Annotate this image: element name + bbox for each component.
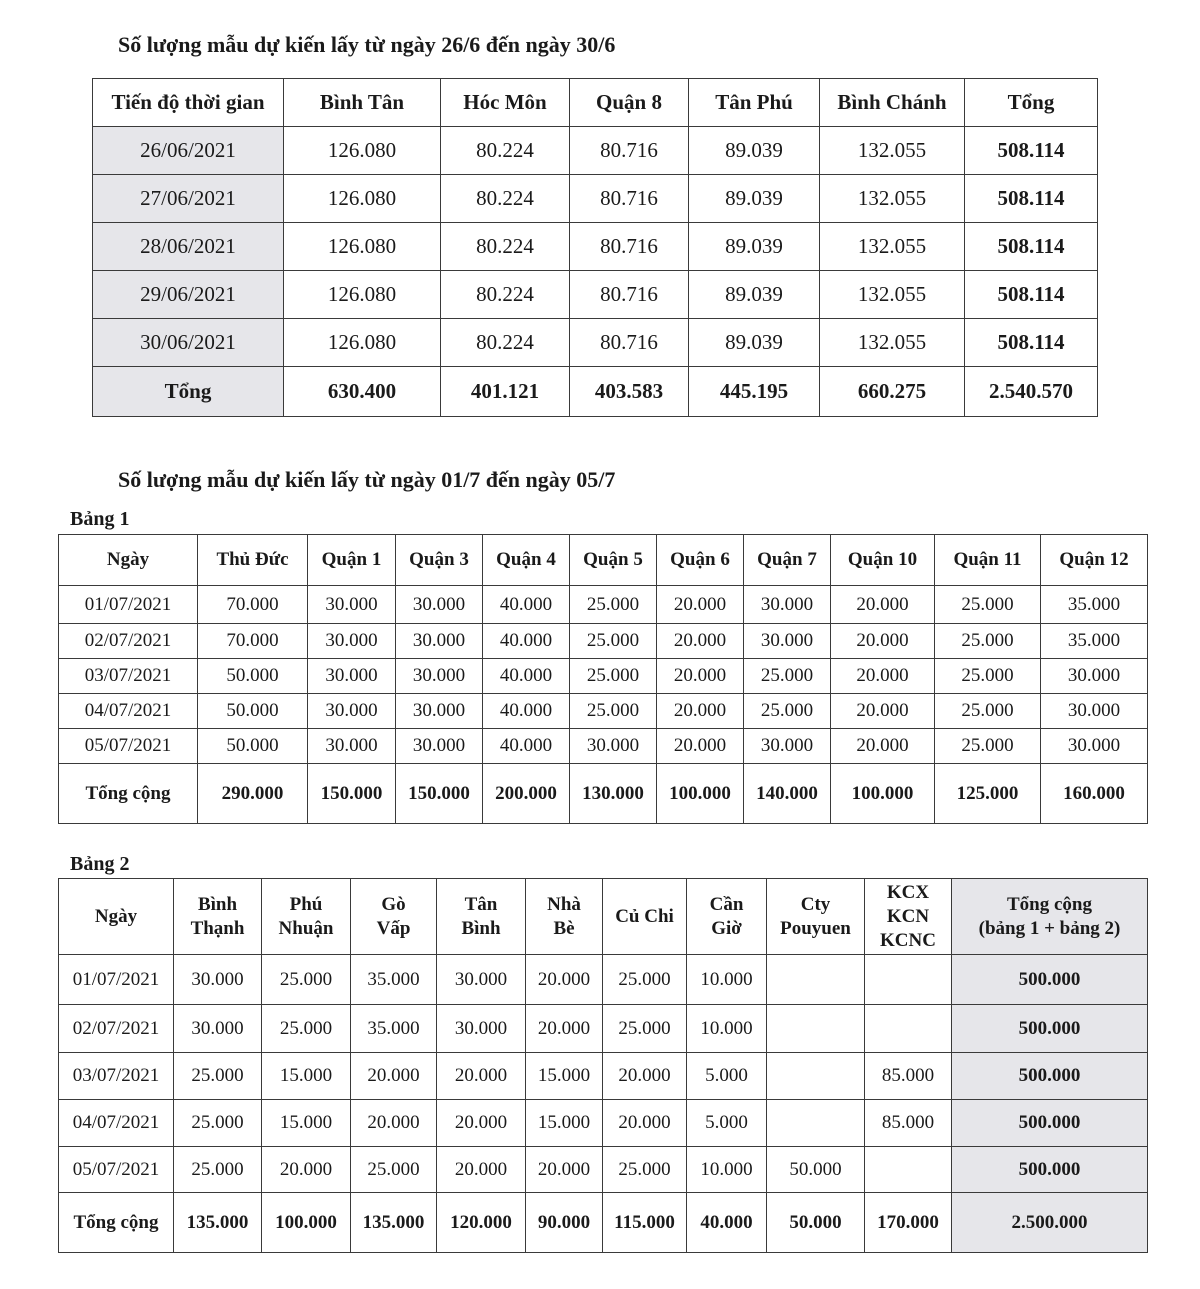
value-cell: 508.114 (965, 127, 1098, 175)
value-cell: 5.000 (687, 1053, 767, 1100)
column-header-line: Vấp (376, 917, 411, 939)
value-cell (865, 1147, 952, 1193)
date-cell: 02/07/2021 (59, 624, 198, 659)
value-cell: 20.000 (831, 729, 935, 764)
column-header (437, 879, 526, 955)
date-cell: 30/06/2021 (93, 319, 284, 367)
table-row (59, 1100, 1148, 1147)
header-row (59, 879, 1148, 955)
table-row (59, 955, 1148, 1005)
value-cell: 126.080 (284, 319, 441, 367)
table1-label: Bảng 1 (70, 508, 130, 530)
value-cell: 89.039 (689, 175, 820, 223)
value-cell: 20.000 (657, 659, 744, 694)
column-header-line: Pouyuen (780, 917, 851, 939)
column-header: Thủ Đức (198, 535, 308, 586)
value-cell: 20.000 (262, 1147, 351, 1193)
value-cell: 30.000 (308, 624, 396, 659)
column-header-line: Củ Chi (615, 905, 674, 927)
date-cell: 04/07/2021 (59, 694, 198, 729)
value-cell: 80.224 (441, 223, 570, 271)
value-cell: 500.000 (952, 1005, 1148, 1053)
value-cell: 40.000 (483, 729, 570, 764)
column-header: Quận 12 (1041, 535, 1148, 586)
column-header (952, 879, 1148, 955)
value-cell: 70.000 (198, 586, 308, 624)
value-cell: 508.114 (965, 223, 1098, 271)
column-header: Quận 5 (570, 535, 657, 586)
value-cell: 30.000 (308, 694, 396, 729)
value-cell (767, 1005, 865, 1053)
total-value: 135.000 (351, 1193, 437, 1253)
value-cell: 20.000 (603, 1100, 687, 1147)
date-cell: 02/07/2021 (59, 1005, 174, 1053)
section2-title: Số lượng mẫu dự kiến lấy từ ngày 01/7 đến ngày 05/7 (118, 467, 616, 492)
value-cell: 50.000 (198, 659, 308, 694)
date-cell: 29/06/2021 (93, 271, 284, 319)
total-row (59, 764, 1148, 824)
value-cell: 30.000 (570, 729, 657, 764)
value-cell: 25.000 (262, 1005, 351, 1053)
value-cell: 20.000 (657, 624, 744, 659)
table-row (93, 319, 1098, 367)
total-value: 115.000 (603, 1193, 687, 1253)
value-cell (767, 1100, 865, 1147)
value-cell: 20.000 (657, 729, 744, 764)
value-cell: 132.055 (820, 319, 965, 367)
value-cell: 35.000 (351, 955, 437, 1005)
column-header-line: Nhà (547, 893, 581, 915)
total-value: 150.000 (308, 764, 396, 824)
value-cell: 85.000 (865, 1100, 952, 1147)
value-cell: 500.000 (952, 1147, 1148, 1193)
value-cell: 25.000 (935, 624, 1041, 659)
value-cell: 15.000 (526, 1100, 603, 1147)
column-header (59, 879, 174, 955)
date-cell: 05/07/2021 (59, 1147, 174, 1193)
table-1-districts (58, 534, 1148, 824)
value-cell: 30.000 (396, 659, 483, 694)
value-cell: 508.114 (965, 271, 1098, 319)
value-cell: 30.000 (744, 624, 831, 659)
value-cell (865, 955, 952, 1005)
value-cell: 20.000 (526, 1005, 603, 1053)
total-row (59, 1193, 1148, 1253)
value-cell: 40.000 (483, 694, 570, 729)
value-cell: 89.039 (689, 223, 820, 271)
table-row (59, 624, 1148, 659)
date-cell: 01/07/2021 (59, 955, 174, 1005)
total-value: 150.000 (396, 764, 483, 824)
value-cell: 126.080 (284, 175, 441, 223)
value-cell (767, 955, 865, 1005)
column-header-line: Cần (709, 893, 744, 915)
total-value: 660.275 (820, 367, 965, 417)
total-value: 50.000 (767, 1193, 865, 1253)
column-header (603, 879, 687, 955)
value-cell: 30.000 (174, 955, 262, 1005)
value-cell: 89.039 (689, 319, 820, 367)
total-value: 140.000 (744, 764, 831, 824)
column-header-line: Cty (800, 893, 831, 915)
value-cell: 25.000 (570, 694, 657, 729)
column-header: Quận 4 (483, 535, 570, 586)
total-value: 290.000 (198, 764, 308, 824)
column-header-line: Gò (381, 893, 406, 915)
value-cell: 80.224 (441, 319, 570, 367)
value-cell: 25.000 (570, 624, 657, 659)
value-cell: 25.000 (174, 1053, 262, 1100)
column-header: Tân Phú (689, 79, 820, 127)
value-cell: 20.000 (831, 694, 935, 729)
date-cell: 03/07/2021 (59, 659, 198, 694)
value-cell: 30.000 (1041, 729, 1148, 764)
value-cell: 15.000 (262, 1100, 351, 1147)
column-header: Quận 10 (831, 535, 935, 586)
total-label: Tổng cộng (59, 764, 198, 824)
total-value: 100.000 (262, 1193, 351, 1253)
value-cell: 508.114 (965, 175, 1098, 223)
column-header-line: (bảng 1 + bảng 2) (978, 917, 1121, 939)
date-cell: 01/07/2021 (59, 586, 198, 624)
value-cell: 25.000 (174, 1100, 262, 1147)
value-cell: 5.000 (687, 1100, 767, 1147)
value-cell: 20.000 (437, 1053, 526, 1100)
value-cell: 25.000 (935, 729, 1041, 764)
value-cell: 50.000 (767, 1147, 865, 1193)
value-cell: 35.000 (1041, 624, 1148, 659)
table-row (59, 1005, 1148, 1053)
value-cell: 30.000 (1041, 659, 1148, 694)
value-cell: 20.000 (831, 659, 935, 694)
value-cell: 30.000 (396, 586, 483, 624)
header-row (59, 535, 1148, 586)
date-cell: 27/06/2021 (93, 175, 284, 223)
column-header-line: KCNC (880, 929, 936, 951)
value-cell: 30.000 (744, 729, 831, 764)
value-cell: 40.000 (483, 659, 570, 694)
total-value: 160.000 (1041, 764, 1148, 824)
total-value: 2.500.000 (952, 1193, 1148, 1253)
column-header (174, 879, 262, 955)
table-2-districts (58, 878, 1148, 1253)
table-row (93, 175, 1098, 223)
value-cell: 30.000 (744, 586, 831, 624)
total-value: 120.000 (437, 1193, 526, 1253)
date-cell: 05/07/2021 (59, 729, 198, 764)
column-header: Bình Chánh (820, 79, 965, 127)
value-cell: 25.000 (935, 659, 1041, 694)
column-header: Tổng (965, 79, 1098, 127)
column-header (526, 879, 603, 955)
value-cell: 10.000 (687, 1005, 767, 1053)
value-cell: 80.716 (570, 223, 689, 271)
value-cell: 50.000 (198, 729, 308, 764)
column-header-line: KCX (886, 881, 930, 903)
table-samples-jun (92, 78, 1098, 417)
table-row (59, 694, 1148, 729)
value-cell: 80.224 (441, 127, 570, 175)
value-cell: 25.000 (351, 1147, 437, 1193)
value-cell: 30.000 (174, 1005, 262, 1053)
value-cell: 80.716 (570, 175, 689, 223)
column-header-line: Tân (464, 893, 498, 915)
date-cell: 26/06/2021 (93, 127, 284, 175)
value-cell: 25.000 (603, 1147, 687, 1193)
value-cell: 30.000 (396, 624, 483, 659)
value-cell: 30.000 (437, 955, 526, 1005)
total-value: 100.000 (831, 764, 935, 824)
table-row (59, 729, 1148, 764)
total-row (93, 367, 1098, 417)
value-cell: 25.000 (603, 955, 687, 1005)
value-cell: 50.000 (198, 694, 308, 729)
value-cell: 70.000 (198, 624, 308, 659)
value-cell: 508.114 (965, 319, 1098, 367)
column-header: Quận 6 (657, 535, 744, 586)
total-value: 40.000 (687, 1193, 767, 1253)
value-cell (865, 1005, 952, 1053)
value-cell: 20.000 (831, 586, 935, 624)
table2-label: Bảng 2 (70, 853, 130, 875)
value-cell: 20.000 (831, 624, 935, 659)
column-header: Quận 3 (396, 535, 483, 586)
value-cell: 89.039 (689, 271, 820, 319)
date-cell: 04/07/2021 (59, 1100, 174, 1147)
value-cell: 20.000 (437, 1147, 526, 1193)
value-cell: 30.000 (1041, 694, 1148, 729)
value-cell: 126.080 (284, 271, 441, 319)
column-header-line: Tổng cộng (1007, 893, 1092, 915)
total-value: 2.540.570 (965, 367, 1098, 417)
table-row (59, 659, 1148, 694)
value-cell: 20.000 (351, 1100, 437, 1147)
column-header-line: KCN (886, 905, 930, 927)
value-cell: 132.055 (820, 223, 965, 271)
value-cell: 25.000 (570, 586, 657, 624)
column-header-line: Bình (461, 917, 501, 939)
total-value: 130.000 (570, 764, 657, 824)
value-cell: 500.000 (952, 1100, 1148, 1147)
value-cell: 20.000 (657, 586, 744, 624)
value-cell: 132.055 (820, 271, 965, 319)
value-cell: 35.000 (1041, 586, 1148, 624)
table-row (93, 223, 1098, 271)
total-value: 170.000 (865, 1193, 952, 1253)
column-header-line: Giờ (711, 917, 742, 939)
value-cell: 80.224 (441, 271, 570, 319)
total-value: 200.000 (483, 764, 570, 824)
value-cell: 25.000 (744, 694, 831, 729)
value-cell: 89.039 (689, 127, 820, 175)
column-header-line: Phú (289, 893, 323, 915)
column-header (767, 879, 865, 955)
value-cell: 30.000 (396, 694, 483, 729)
total-value: 630.400 (284, 367, 441, 417)
value-cell: 25.000 (744, 659, 831, 694)
column-header (687, 879, 767, 955)
column-header-line: Bình (197, 893, 238, 915)
table-row (59, 586, 1148, 624)
section1-title: Số lượng mẫu dự kiến lấy từ ngày 26/6 đến ngày 30/6 (118, 32, 616, 57)
value-cell: 40.000 (483, 586, 570, 624)
column-header (262, 879, 351, 955)
value-cell: 10.000 (687, 955, 767, 1005)
value-cell: 85.000 (865, 1053, 952, 1100)
column-header: Ngày (59, 535, 198, 586)
value-cell: 25.000 (570, 659, 657, 694)
column-header: Quận 11 (935, 535, 1041, 586)
total-value: 401.121 (441, 367, 570, 417)
value-cell: 25.000 (174, 1147, 262, 1193)
value-cell: 80.716 (570, 319, 689, 367)
column-header-line: Nhuận (278, 917, 334, 939)
total-label: Tổng (93, 367, 284, 417)
value-cell: 20.000 (351, 1053, 437, 1100)
value-cell (767, 1053, 865, 1100)
column-header: Quận 7 (744, 535, 831, 586)
column-header-line: Thạnh (190, 917, 245, 939)
table-row (59, 1053, 1148, 1100)
value-cell: 30.000 (396, 729, 483, 764)
value-cell: 15.000 (262, 1053, 351, 1100)
value-cell: 40.000 (483, 624, 570, 659)
table-row (93, 127, 1098, 175)
value-cell: 25.000 (935, 586, 1041, 624)
column-header (865, 879, 952, 955)
value-cell: 80.224 (441, 175, 570, 223)
value-cell: 25.000 (603, 1005, 687, 1053)
value-cell: 500.000 (952, 1053, 1148, 1100)
total-value: 100.000 (657, 764, 744, 824)
total-value: 445.195 (689, 367, 820, 417)
column-header: Quận 1 (308, 535, 396, 586)
column-header (351, 879, 437, 955)
value-cell: 80.716 (570, 271, 689, 319)
value-cell: 20.000 (603, 1053, 687, 1100)
value-cell: 20.000 (526, 955, 603, 1005)
column-header-line: Ngày (94, 905, 138, 927)
total-value: 135.000 (174, 1193, 262, 1253)
date-cell: 28/06/2021 (93, 223, 284, 271)
value-cell: 35.000 (351, 1005, 437, 1053)
value-cell: 30.000 (437, 1005, 526, 1053)
value-cell: 20.000 (657, 694, 744, 729)
value-cell: 126.080 (284, 127, 441, 175)
value-cell: 10.000 (687, 1147, 767, 1193)
value-cell: 30.000 (308, 659, 396, 694)
total-value: 90.000 (526, 1193, 603, 1253)
column-header: Tiến độ thời gian (93, 79, 284, 127)
table-row (59, 1147, 1148, 1193)
value-cell: 20.000 (526, 1147, 603, 1193)
value-cell: 126.080 (284, 223, 441, 271)
column-header-line: Bè (553, 917, 575, 939)
date-cell: 03/07/2021 (59, 1053, 174, 1100)
column-header: Hóc Môn (441, 79, 570, 127)
value-cell: 30.000 (308, 729, 396, 764)
value-cell: 132.055 (820, 175, 965, 223)
header-row (93, 79, 1098, 127)
value-cell: 25.000 (935, 694, 1041, 729)
total-label: Tổng cộng (59, 1193, 174, 1253)
table-row (93, 271, 1098, 319)
value-cell: 15.000 (526, 1053, 603, 1100)
value-cell: 132.055 (820, 127, 965, 175)
value-cell: 20.000 (437, 1100, 526, 1147)
total-value: 403.583 (570, 367, 689, 417)
value-cell: 30.000 (308, 586, 396, 624)
value-cell: 500.000 (952, 955, 1148, 1005)
column-header: Bình Tân (284, 79, 441, 127)
total-value: 125.000 (935, 764, 1041, 824)
column-header: Quận 8 (570, 79, 689, 127)
value-cell: 80.716 (570, 127, 689, 175)
value-cell: 25.000 (262, 955, 351, 1005)
